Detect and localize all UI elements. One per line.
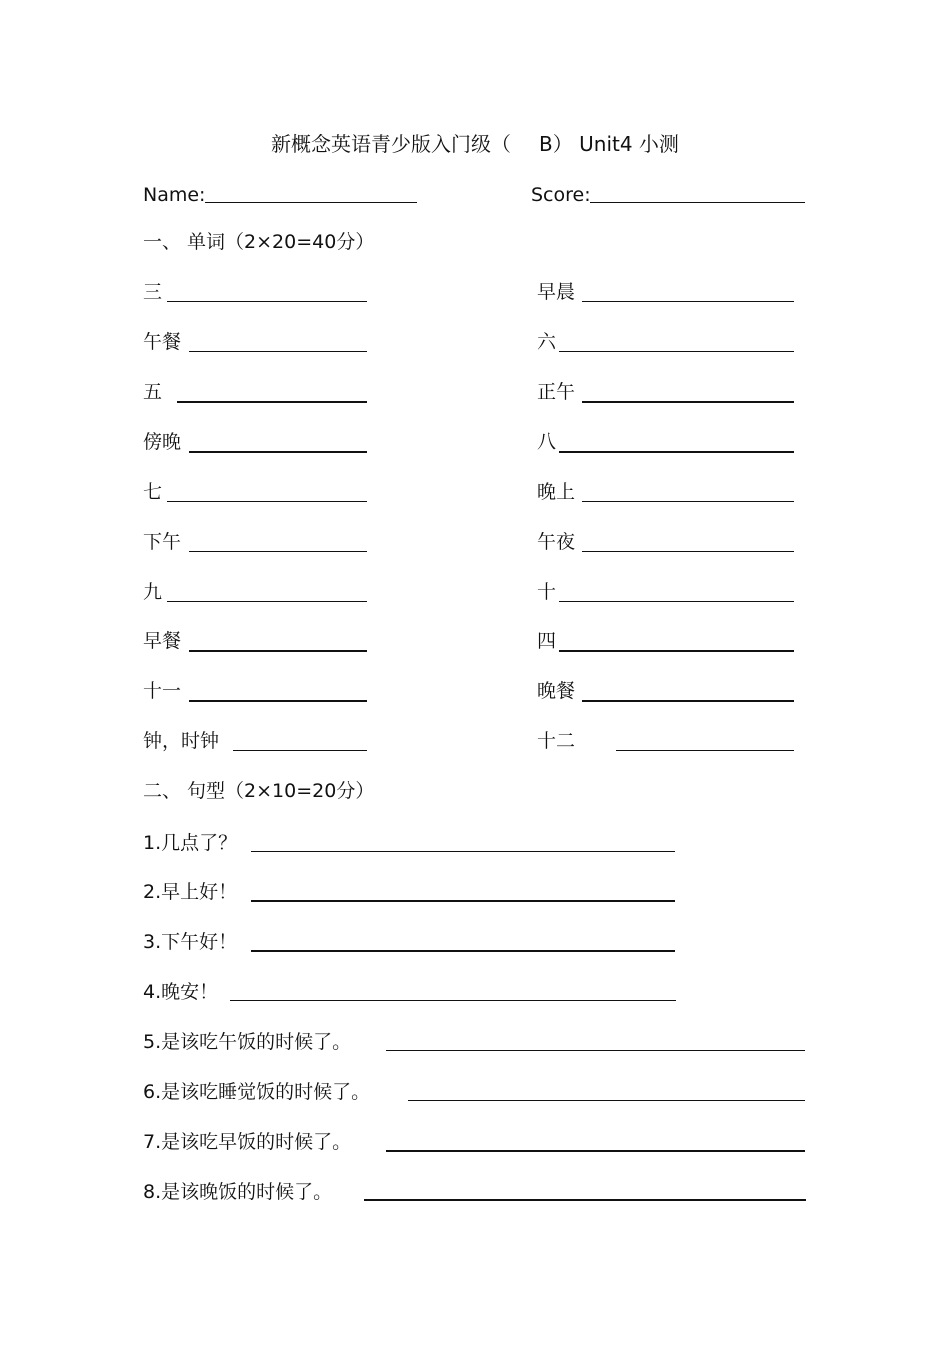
- sentence-answer-line[interactable]: [386, 1150, 805, 1152]
- title-unit: Unit4 小测: [579, 132, 679, 156]
- word-label: 十一: [143, 680, 182, 702]
- word-answer-line[interactable]: [559, 451, 794, 453]
- score-field[interactable]: [590, 202, 805, 203]
- word-answer-line[interactable]: [233, 750, 367, 751]
- score-label: Score:: [531, 184, 591, 206]
- word-label: 早餐: [143, 630, 182, 652]
- sentence-label: 4.晚安！: [143, 981, 219, 1003]
- word-answer-line[interactable]: [559, 650, 794, 652]
- word-label: 七: [143, 481, 163, 503]
- word-label: 晚上: [537, 481, 576, 503]
- name-field[interactable]: [205, 202, 417, 203]
- word-answer-line[interactable]: [167, 501, 367, 502]
- word-answer-line[interactable]: [189, 351, 367, 352]
- worksheet-title: [0, 128, 950, 157]
- word-label: 五: [143, 381, 163, 403]
- sentence-answer-line[interactable]: [408, 1100, 805, 1101]
- word-label: 午餐: [143, 331, 182, 353]
- word-answer-line[interactable]: [559, 351, 794, 352]
- sentence-answer-line[interactable]: [364, 1199, 806, 1201]
- word-answer-line[interactable]: [167, 601, 367, 602]
- word-label: 傍晚: [143, 431, 182, 453]
- word-answer-line[interactable]: [559, 601, 794, 602]
- word-label: 三: [143, 281, 163, 303]
- word-answer-line[interactable]: [189, 551, 367, 552]
- sentence-answer-line[interactable]: [251, 851, 675, 852]
- sentence-label: 1.几点了？: [143, 832, 238, 854]
- sentence-answer-line[interactable]: [251, 900, 675, 902]
- word-answer-line[interactable]: [582, 501, 794, 502]
- sentence-label: 5.是该吃午饭的时候了。: [143, 1031, 352, 1053]
- word-label: 六: [537, 331, 557, 353]
- word-label: 十: [537, 581, 557, 603]
- word-answer-line[interactable]: [582, 551, 794, 552]
- section2-heading: 二、 句型（2×10=20分）: [143, 780, 375, 802]
- word-answer-line[interactable]: [167, 301, 367, 302]
- word-label: 正午: [537, 381, 576, 403]
- sentence-label: 2.早上好！: [143, 881, 238, 903]
- word-answer-line[interactable]: [582, 301, 794, 302]
- word-answer-line[interactable]: [189, 700, 367, 702]
- sentence-label: 7.是该吃早饭的时候了。: [143, 1131, 352, 1153]
- sentence-label: 3.下午好！: [143, 931, 238, 953]
- sentence-label: 8.是该晚饭的时候了。: [143, 1181, 333, 1203]
- word-label: 十二: [537, 730, 576, 752]
- word-answer-line[interactable]: [582, 700, 794, 702]
- word-label: 午夜: [537, 531, 576, 553]
- word-label: 四: [537, 630, 557, 652]
- word-label: 八: [537, 431, 557, 453]
- sentence-label: 6.是该吃睡觉饭的时候了。: [143, 1081, 371, 1103]
- section1-heading: 一、 单词（2×20=40分）: [143, 231, 375, 253]
- sentence-answer-line[interactable]: [386, 1050, 805, 1051]
- word-label: 晚餐: [537, 680, 576, 702]
- sentence-answer-line[interactable]: [230, 1000, 676, 1001]
- name-label: Name:: [143, 184, 206, 206]
- word-label: 下午: [143, 531, 182, 553]
- title-main: 新概念英语青少版入门级（: [271, 132, 512, 156]
- word-answer-line[interactable]: [189, 650, 367, 652]
- word-answer-line[interactable]: [616, 750, 794, 751]
- sentence-answer-line[interactable]: [251, 950, 675, 952]
- word-answer-line[interactable]: [582, 401, 794, 403]
- word-answer-line[interactable]: [189, 451, 367, 453]
- word-label: 早晨: [537, 281, 576, 303]
- word-label: 九: [143, 581, 163, 603]
- word-answer-line[interactable]: [177, 401, 367, 403]
- word-label: 钟，时钟: [143, 730, 220, 752]
- title-letter: B）: [539, 132, 573, 156]
